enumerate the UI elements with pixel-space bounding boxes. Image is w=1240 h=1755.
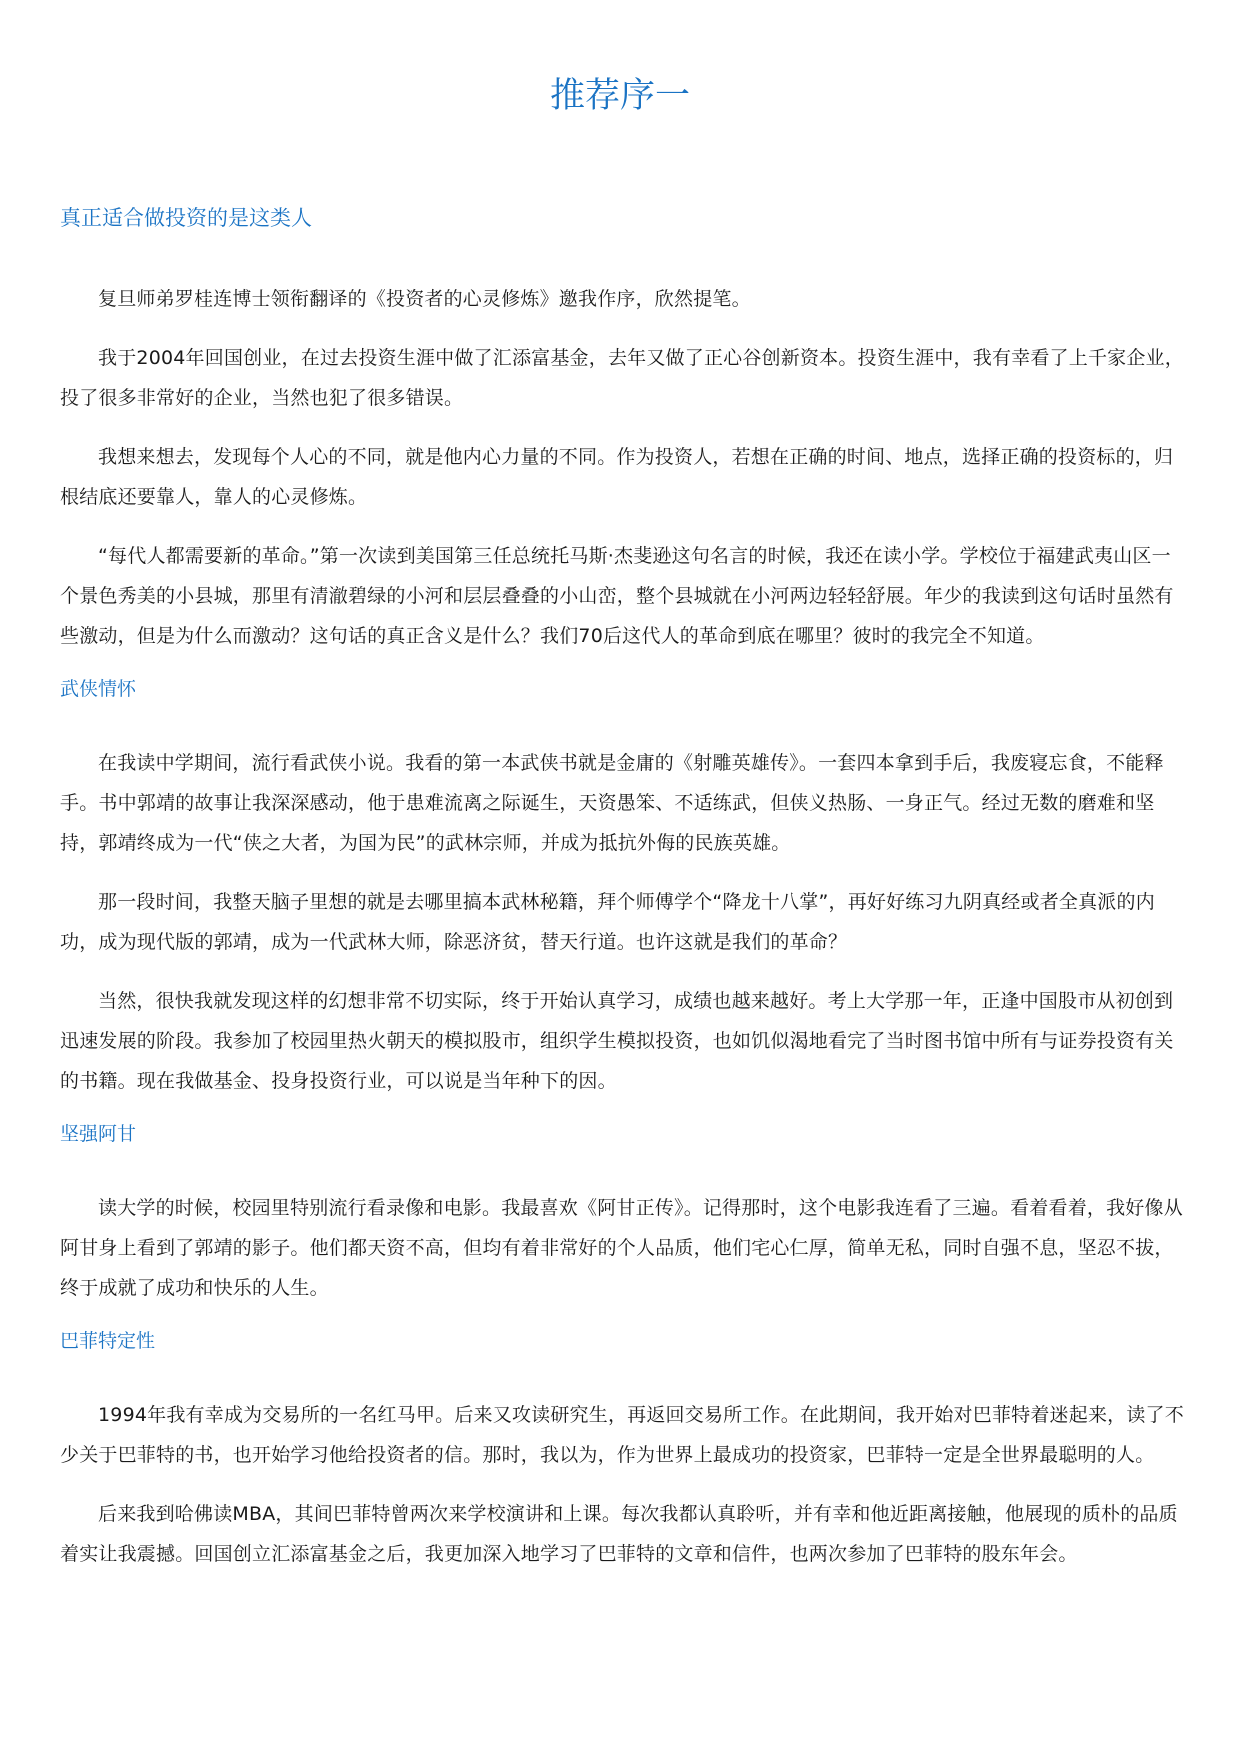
- paragraph: 后来我到哈佛读MBA，其间巴菲特曾两次来学校演讲和上课。每次我都认真聆听，并有幸和他近距离接触，他展现的质朴的品质着实让我震撼。回国创立汇添富基金之后，我更加深入地学习了巴菲特的文章和信件，也两次参加了巴菲特的股东年会。: [60, 1503, 1178, 1565]
- paragraph: 我于2004年回国创业，在过去投资生涯中做了汇添富基金，去年又做了正心谷创新资本。投资生涯中，我有幸看了上千家企业，投了很多非常好的企业，当然也犯了很多错误。: [60, 347, 1184, 409]
- paragraph: 在我读中学期间，流行看武侠小说。我看的第一本武侠书就是金庸的《射雕英雄传》。一套四本拿到手后，我废寝忘食，不能释手。书中郭靖的故事让我深深感动，他于患难流离之际诞生，天资愚笨、不适练武，但侠义热肠、一身正气。经过无数的磨难和坚持，郭靖终成为一代“侠之大者，为国为民”的武林宗师，并成为抵抗外侮的民族英雄。: [60, 752, 1164, 854]
- page-title: 推荐序一: [549, 76, 690, 116]
- subsection-heading: 武侠情怀: [60, 678, 137, 700]
- subsection-heading: 巴菲特定性: [60, 1330, 156, 1352]
- subsection-heading: 坚强阿甘: [60, 1123, 137, 1145]
- paragraph: “每代人都需要新的革命。”第一次读到美国第三任总统托马斯·杰斐逊这句名言的时候，我还在读小学。学校位于福建武夷山区一个景色秀美的小县城，那里有清澈碧绿的小河和层层叠叠的小山峦，整个县城就在小河两边轻轻舒展。年少的我读到这句话时虽然有些激动，但是为什么而激动？这句话的真正含义是什么？我们70后这代人的革命到底在哪里？彼时的我完全不知道。: [60, 545, 1174, 647]
- paragraph: 那一段时间，我整天脑子里想的就是去哪里搞本武林秘籍，拜个师傅学个“降龙十八掌”，再好好练习九阴真经或者全真派的内功，成为现代版的郭靖，成为一代武林大师，除恶济贫，替天行道。也许这就是我们的革命？: [60, 891, 1155, 953]
- paragraph: 1994年我有幸成为交易所的一名红马甲。后来又攻读研究生，再返回交易所工作。在此期间，我开始对巴菲特着迷起来，读了不少关于巴菲特的书，也开始学习他给投资者的信。那时，我以为，作为世界上最成功的投资家，巴菲特一定是全世界最聪明的人。: [60, 1404, 1184, 1466]
- paragraph: 读大学的时候，校园里特别流行看录像和电影。我最喜欢《阿甘正传》。记得那时，这个电影我连看了三遍。看着看着，我好像从阿甘身上看到了郭靖的影子。他们都天资不高，但均有着非常好的个人品质，他们宅心仁厚，简单无私，同时自强不息，坚忍不拔，终于成就了成功和快乐的人生。: [60, 1197, 1183, 1299]
- document-body: [60, 203, 1185, 1593]
- paragraph: 当然，很快我就发现这样的幻想非常不切实际，终于开始认真学习，成绩也越来越好。考上大学那一年，正逢中国股市从初创到迅速发展的阶段。我参加了校园里热火朝天的模拟股市，组织学生模拟投资，也如饥似渴地看完了当时图书馆中所有与证券投资有关的书籍。现在我做基金、投身投资行业，可以说是当年种下的因。: [60, 990, 1174, 1092]
- paragraph: 我想来想去，发现每个人心的不同，就是他内心力量的不同。作为投资人，若想在正确的时间、地点，选择正确的投资标的，归根结底还要靠人，靠人的心灵修炼。: [60, 446, 1174, 508]
- section-heading: 真正适合做投资的是这类人: [60, 206, 312, 230]
- paragraph: 复旦师弟罗桂连博士领衔翻译的《投资者的心灵修炼》邀我作序，欣然提笔。: [98, 288, 751, 310]
